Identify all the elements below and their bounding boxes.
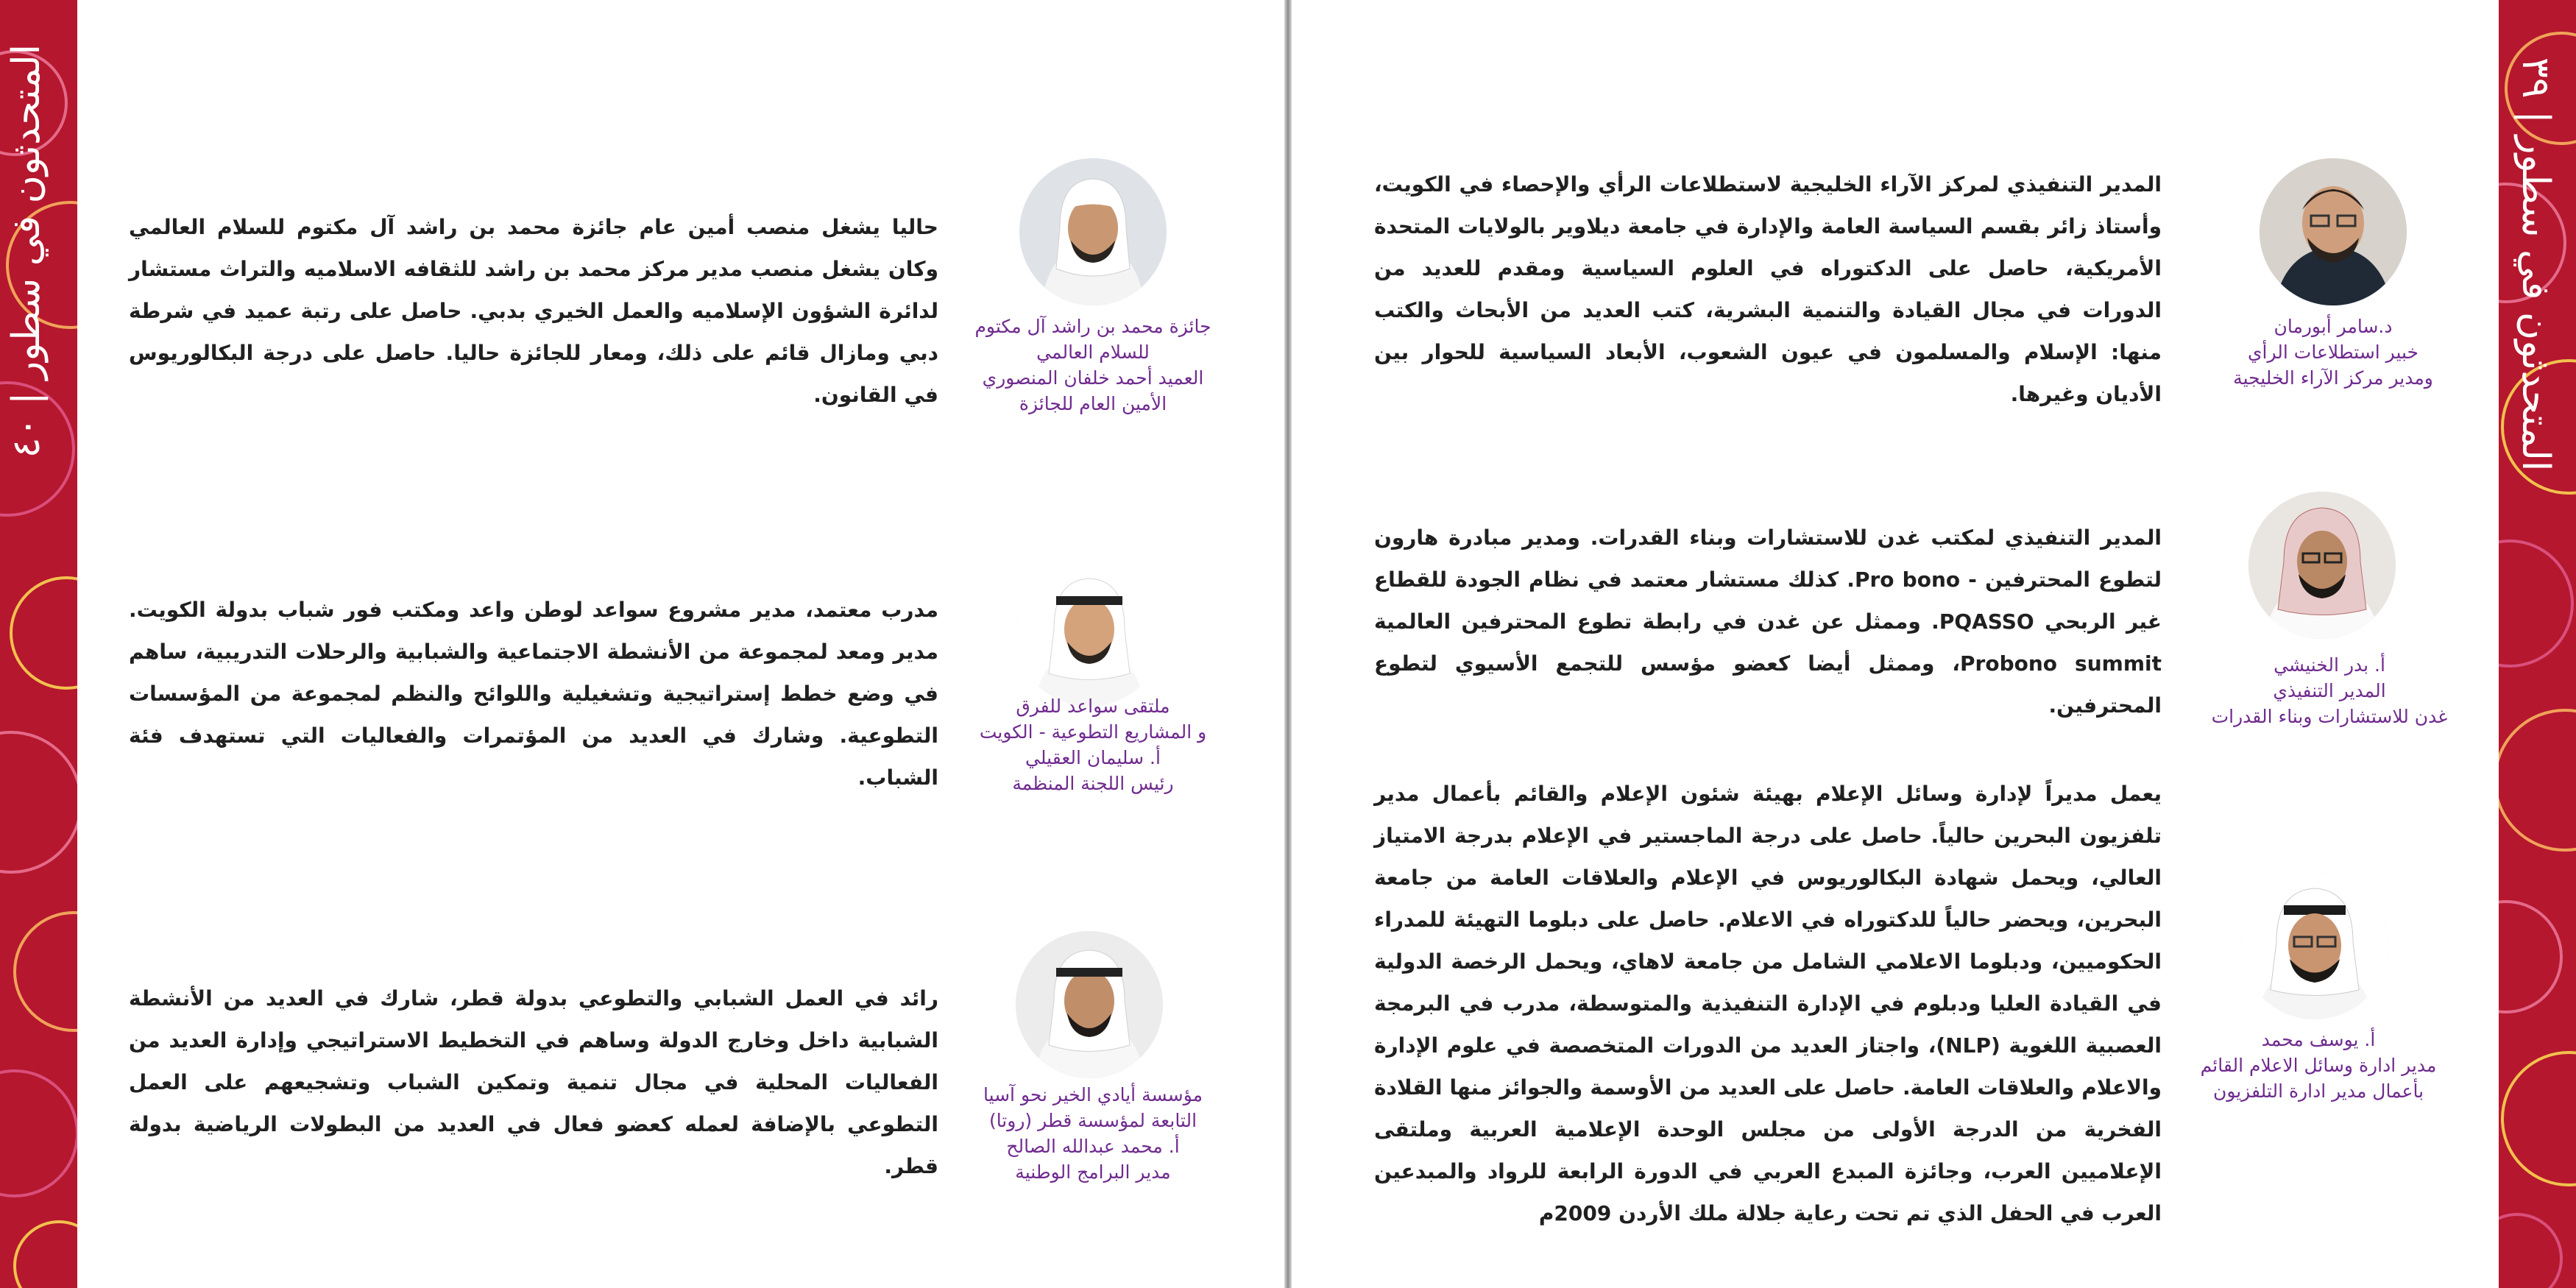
speaker-caption: د.سامر أبورمان خبير استطلاعات الرأي ومدير مركز الآراء الخليجية [2233,316,2433,389]
speaker-caption: ملتقى سواعد للفرق و المشاريع التطوعية - الكويت أ. سليمان العقيلي رئيس اللجنة المنظمة [979,696,1207,794]
left-decorative-band [0,0,77,1288]
speaker-bio: يعمل مديراً لإدارة وسائل الإعلام بهيئة شئون الإعلام والقائم بأعمال مدير تلفزيون البحرين حالياً. حاصل على درجة الماجستير في الإعلام بدرجة الامتياز العالي، ويحمل شهادة البكالوريوس في الإعلام والعلاقات العامة من جامعة البحرين، ويحضر حالياً للدكتوراه في الاعلام. حاصل على دبلوما التهيئة للمدراء الحكوميين، ودبلوما الاعلامي الشامل من جامعة لاهاي، ويحمل الرخصة الدولية في القيادة العليا ودبلوم في الإدارة التنفيذية والمتوسطة، مدرب في البرمجة العصبية اللغوية (NLP)، واجتاز العديد من الدورات المتخصصة في علوم الإدارة والاعلام والعلاقات العامة. حاصل على العديد من الأوسمة والجوائز منها القلادة الفخرية من الدرجة الأولى من مجلس الوحدة الإعلامية العربية وملتقى الإعلاميين العرب، وجائزة المبدع العربي في الدورة الرابعة للرواد والمبدعين العرب في الحفل الذي تم تحت رعاية جلالة ملك الأردن 2009م [1374,782,2162,1225]
speaker-photo [1019,158,1167,305]
right-decorative-band [2499,0,2576,1288]
speaker-caption: أ. بدر الخنيشي المدير التنفيذي غدن للاستشارات وبناء القدرات [2211,654,2448,727]
page-number: | ٣٩ [2513,57,2558,124]
speaker-photo [1016,931,1163,1078]
section-title: المتحدثون في سطور | ٣٩ [2513,57,2558,472]
right-page [1292,0,2576,1288]
speaker-photo [1016,559,1163,707]
speaker-bio: المدير التنفيذي لمركز الآراء الخليجية لاستطلاعات الرأي والإحصاء في الكويت، وأستاذ زائر بقسم السياسة العامة والإدارة في جامعة ديلاوير بالولايات المتحدة الأمريكية، حاصل على الدكتوراه في العلوم السياسية ومقدم للعديد من الدورات في مجال القيادة والتنمية البشرية، كتب العديد من الأبحاث والكتب منها: الإسلام والمسلمون في عيون الشعوب، الأبعاد السياسية للحوار بين الأديان وغيرها. [1374,172,2162,406]
speaker-photo [2248,492,2396,639]
speaker-photo [2260,158,2407,305]
speaker-bio: حاليا يشغل منصب أمين عام جائزة محمد بن راشد آل مكتوم للسلام العالمي وكان يشغل منصب مدير مركز محمد بن راشد للثقافه الاسلاميه والتراث مستشار لدائرة الشؤون الإسلاميه والعمل الخيري بدبي. حاصل على رتبة عميد في شرطة دبي ومازال قائم على ذلك، ومعار للجائزة حاليا. حاصل على درجة البكالوريوس في القانون. [129,215,938,407]
section-title: المتحدثون في سطور | ٤٠ [4,44,49,459]
speaker-caption: جائزة محمد بن راشد آل مكتوم للسلام العالمي العميد أحمد خلفان المنصوري الأمين العام للجائزة [974,316,1211,414]
speaker-caption: مؤسسة أيادي الخير نحو آسيا التابعة لمؤسسة قطر (روتا) أ. محمد عبدالله الصالح مدير البرامج الوطنية [983,1084,1203,1183]
speaker-photo [2241,872,2388,1019]
page-number: | ٤٠ [4,392,49,459]
speaker-bio: المدير التنفيذي لمكتب غدن للاستشارات وبناء القدرات. ومدير مبادرة هارون لتطوع المحترفين - Pro bono. كذلك مستشار معتمد في نظام الجودة للقطاع غير الربحي PQASSO. وممثل عن غدن في رابطة تطوع المحترفين العالمية Probono summit، وممثل أيضا كعضو مؤسس للتجمع الأسيوي لتطوع المحترفين. [1374,526,2162,718]
page-fold [1284,0,1292,1288]
speaker-caption: أ. يوسف محمد مدير ادارة وسائل الاعلام القائم بأعمال مدير ادارة التلفزيون [2200,1029,2437,1102]
speaker-bio: رائد في العمل الشبابي والتطوعي بدولة قطر، شارك في العديد من الأنشطة الشبابية داخل وخارج الدولة وساهم في التخطيط الاستراتيجي وإدارة العديد من الفعاليات المحلية في مجال تنمية وتمكين الشباب وتشجيعهم على العمل التطوعي بالإضافة لعمله كعضو فعال في العديد من البطولات الرياضية بدولة قطر. [129,986,938,1178]
left-page [0,0,1284,1288]
speaker-bio: مدرب معتمد، مدير مشروع سواعد لوطن واعد ومكتب فور شباب بدولة الكويت. مدير ومعد لمجموعة من الأنشطة الاجتماعية والشبابية والرحلات التدريبية، ساهم في وضع خطط إستراتيجية وتشغيلية واللوائح والنظم لمجموعة من المؤسسات التطوعية. وشارك في العديد من المؤتمرات والفعاليات التي تستهدف فئة الشباب. [129,598,938,790]
